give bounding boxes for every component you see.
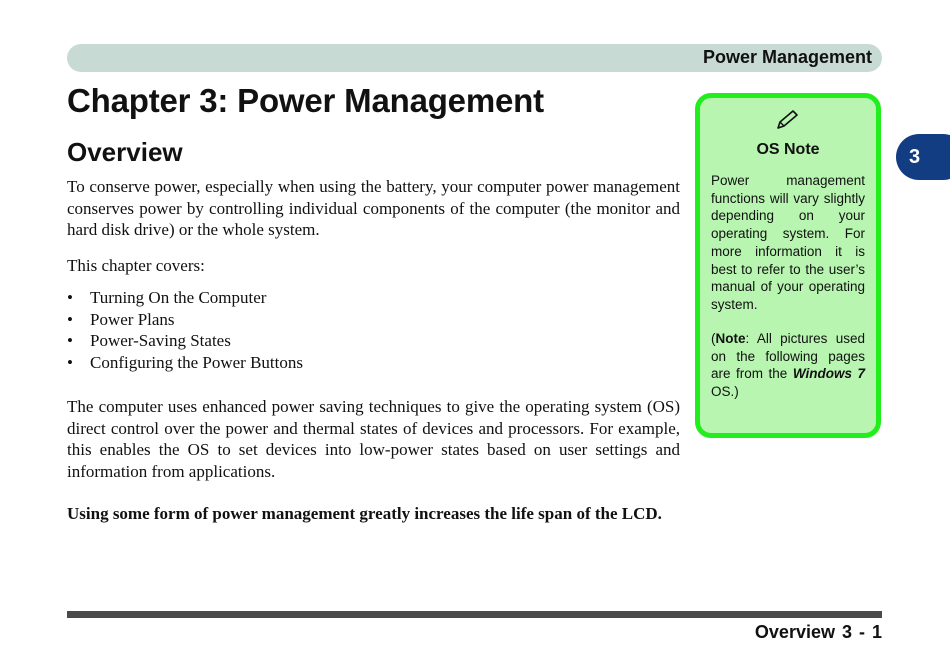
list-item-label: Configuring the Power Buttons [90, 352, 303, 372]
warning-paragraph: Using some form of power management greatly increases the life span of the LCD. [67, 504, 662, 523]
page-number: Overview 3 - 1 [754, 622, 882, 642]
chapter-topics-list [67, 287, 303, 373]
pencil-icon [774, 109, 800, 131]
note-text-end: OS.) [711, 384, 739, 400]
techniques-paragraph: The computer uses enhanced power saving techniques to give the operating system (OS) direct control over the power and thermal states of devices and processors. For example, this enables the OS to set devices into low-power states based on user settings and information from applications. [67, 397, 680, 481]
header-title: Power Management [702, 47, 872, 67]
bullet-icon: • [67, 288, 73, 307]
list-item-label: Power Plans [90, 309, 175, 329]
note-label: Note [715, 331, 746, 346]
note-text-mid: : All pictures used on the following pages are from the [711, 331, 865, 382]
list-item [67, 352, 303, 374]
bullet-icon: • [67, 352, 73, 372]
list-item [67, 287, 303, 309]
list-item-label: Power-Saving States [90, 331, 231, 350]
note-body: Power management functions will vary slightly depending on your operating system. For more information it is best to refer to the user’s manual of your operating system. [711, 173, 865, 312]
note-os-name: Windows 7 [792, 366, 865, 382]
note-open-paren: ( [711, 331, 716, 346]
covers-paragraph: This chapter covers: [67, 256, 205, 275]
footer-line [67, 611, 882, 618]
chapter-tab [896, 134, 950, 180]
intro-paragraph: To conserve power, especially when using the battery, your computer power management conserves power by controlling individual components of the computer (the monitor and hard disk drive) or the whole system. [67, 177, 680, 239]
bullet-icon: • [67, 309, 73, 329]
note-title: OS Note [756, 141, 820, 158]
chapter-title: Chapter 3: Power Management [67, 82, 544, 119]
chapter-tab-number: 3 [909, 146, 921, 168]
note-pictures [711, 330, 865, 401]
bullet-icon: • [67, 331, 73, 350]
list-item [67, 330, 303, 352]
list-item [67, 309, 303, 331]
list-item-label: Turning On the Computer [90, 288, 267, 307]
section-title: Overview [67, 137, 183, 167]
